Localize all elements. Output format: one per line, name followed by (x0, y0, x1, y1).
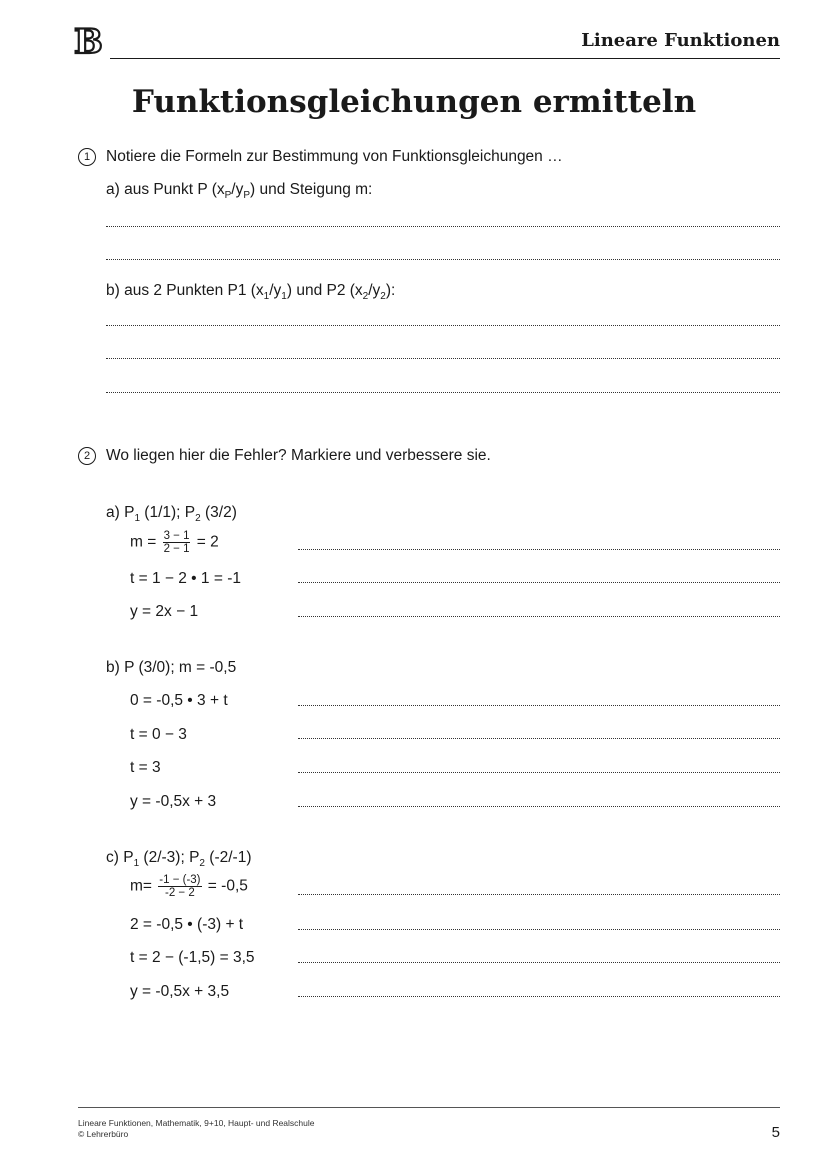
task-2c-slope-line: m= $\frac{-1 - (-3)}{-2 - 2}$ = -0,5 (130, 874, 248, 899)
correction-line[interactable] (298, 549, 780, 550)
task-1b-label: b) aus 2 Punkten P1 $(x_1/y_1)$ und P2 $(x_2/y_2)$: (106, 282, 396, 303)
footer-copyright: © Lehrerbüro (78, 1129, 129, 1139)
answer-line[interactable] (106, 325, 780, 326)
publisher-logo: B (74, 22, 103, 62)
answer-line[interactable] (106, 226, 780, 227)
answer-line[interactable] (106, 358, 780, 359)
correction-line[interactable] (298, 806, 780, 807)
task-2a-slope-line: m = $\frac{3 - 1}{2 - 1}$ = 2 (130, 530, 219, 555)
task-number-badge: 1 (78, 148, 96, 166)
correction-line[interactable] (298, 616, 780, 617)
task-2b-heading: b) P (3/0); m = -0,5 (106, 659, 237, 676)
answer-line[interactable] (106, 392, 780, 393)
task-2b-line-2: t = 0 − 3 (130, 726, 187, 743)
task-2c-line-4: y = -0,5x + 3,5 (130, 983, 230, 1000)
task-2c-heading: c) $P_1$ (2/-3); $P_2$ (-2/-1) (106, 849, 252, 870)
correction-line[interactable] (298, 705, 780, 706)
task-2-prompt (78, 447, 491, 465)
task-2a-heading: a) $P_1$ (1/1); $P_2$ (3/2) (106, 504, 237, 525)
task-2a-line-2: t = 1 − 2 • 1 = -1 (130, 570, 241, 587)
header-divider (110, 58, 780, 59)
task-2-text: Wo liegen hier die Fehler? Markiere und verbessere sie. (106, 447, 491, 464)
task-number-badge: 2 (78, 447, 96, 465)
page-title: Funktionsgleichungen ermitteln (131, 84, 697, 120)
correction-line[interactable] (298, 962, 780, 963)
answer-line[interactable] (106, 259, 780, 260)
task-2c-line-2: 2 = -0,5 • (-3) + t (130, 916, 244, 933)
task-1-text: Notiere die Formeln zur Bestimmung von Funktionsgleichungen … (106, 148, 563, 165)
task-2c-line-3: t = 2 − (-1,5) = 3,5 (130, 949, 255, 966)
task-2b-line-3: t = 3 (130, 759, 161, 776)
correction-line[interactable] (298, 929, 780, 930)
task-1-prompt (78, 148, 563, 166)
task-2a-line-3: y = 2x − 1 (130, 603, 199, 620)
footer-divider (78, 1107, 780, 1108)
page-number: 5 (771, 1124, 780, 1141)
task-2b-line-1: 0 = -0,5 • 3 + t (130, 692, 228, 709)
correction-line[interactable] (298, 996, 780, 997)
correction-line[interactable] (298, 738, 780, 739)
footer-source: Lineare Funktionen, Mathematik, 9+10, Haupt- und Realschule (78, 1118, 315, 1128)
fraction: $\frac{-1 - (-3)}{-2 - 2}$ (159, 874, 201, 899)
task-1a-label: a) aus Punkt P $(x_P/y_P)$ und Steigung m: (106, 181, 373, 202)
task-2b-line-4: y = -0,5x + 3 (130, 793, 217, 810)
correction-line[interactable] (298, 772, 780, 773)
fraction: $\frac{3 - 1}{2 - 1}$ (163, 530, 190, 555)
header-title: Lineare Funktionen (581, 30, 780, 51)
correction-line[interactable] (298, 582, 780, 583)
correction-line[interactable] (298, 894, 780, 895)
